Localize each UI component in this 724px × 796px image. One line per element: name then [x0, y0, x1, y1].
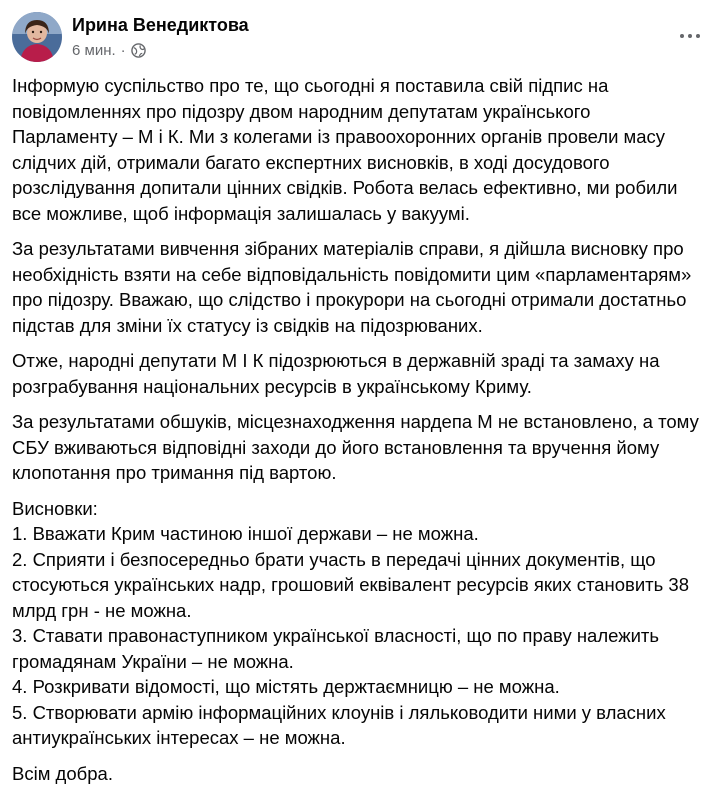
text-line: 3. Ставати правонаступником української власності, що по праву належить [12, 625, 660, 646]
text-line: слідчих дій, отримали багато експертних висновків, в ході досудового [12, 151, 610, 173]
text-line: громадянам України – не можна. [12, 650, 294, 672]
post-paragraph [12, 348, 708, 399]
conclusions-block [12, 496, 708, 751]
text-line: стосуються українських надр, грошовий еквівалент ресурсів яких становить 38 [12, 574, 690, 595]
text-line: За результатами обшуків, місцезнаходження нардепа М не встановлено, а тому [12, 411, 699, 432]
post-paragraph [12, 73, 708, 226]
text-line: 1. Вважати Крим частиною іншої держави – не можна. [12, 523, 479, 544]
conclusion-item [12, 547, 708, 624]
text-line: необхідність взяти на себе відповідальність повідомити цим «парламентарям» [12, 263, 692, 285]
text-line: 4. Розкривати відомості, що містять держтаємницю – не можна. [12, 676, 560, 697]
post-header [12, 10, 708, 66]
conclusion-item [12, 674, 708, 700]
text-line: СБУ вживаються відповідні заходи до його встановлення та вручення йому [12, 436, 660, 458]
text-line: підстав для зміни їх статусу із свідків на підозрюваних. [12, 314, 483, 336]
text-line: про підозру. Вважаю, що слідство і прокурори на сьогодні отримали достатньо [12, 289, 687, 310]
closing-line: Всім добра. [12, 762, 113, 784]
text-line: Інформую суспільство про те, що сьогодні я поставила свій підпис на [12, 75, 609, 96]
text-line: антиукраїнських інтересах – не можна. [12, 727, 346, 748]
avatar[interactable] [12, 12, 62, 62]
conclusions-list [12, 521, 708, 751]
text-line: клопотання про тримання під вартою. [12, 462, 337, 483]
post-meta: 6 мин. · [72, 42, 146, 59]
text-line: 5. Створювати армію інформаційних клоунів і ляльководити ними у власних [12, 701, 666, 723]
text-line: повідомленнях про підозру двом народним депутатам українського [12, 100, 591, 122]
conclusion-item [12, 700, 708, 751]
conclusion-item [12, 623, 708, 674]
conclusion-item [12, 521, 708, 547]
more-options-icon[interactable] [672, 24, 708, 48]
text-line: млрд грн - не можна. [12, 599, 192, 621]
text-line: все можливе, щоб інформація залишалась у вакуумі. [12, 202, 470, 224]
text-line: Отже, народні депутати М І К підозрюються в державній зраді та замаху на [12, 350, 660, 371]
post-paragraph [12, 236, 708, 338]
text-line: розслідування допитали цінних свідків. Робота велась ефективно, ми робили [12, 177, 678, 198]
post-paragraph [12, 409, 708, 486]
text-line: 2. Сприяти і безпосередньо брати участь в передачі цінних документів, що [12, 548, 656, 570]
text-line: Парламенту – М і К. Ми з колегами із правоохоронних органів провели масу [12, 126, 666, 147]
post-paragraphs [12, 73, 708, 486]
author-name[interactable]: Ирина Венедиктова [72, 15, 249, 35]
text-line: розграбування національних ресурсів в українському Криму. [12, 375, 532, 397]
post-timestamp[interactable]: 6 мин. [72, 42, 116, 59]
conclusions-title: Висновки: [12, 497, 98, 519]
globe-icon[interactable] [131, 43, 146, 58]
post-body [12, 73, 708, 796]
text-line: За результатами вивчення зібраних матеріалів справи, я дійшла висновку про [12, 238, 684, 259]
